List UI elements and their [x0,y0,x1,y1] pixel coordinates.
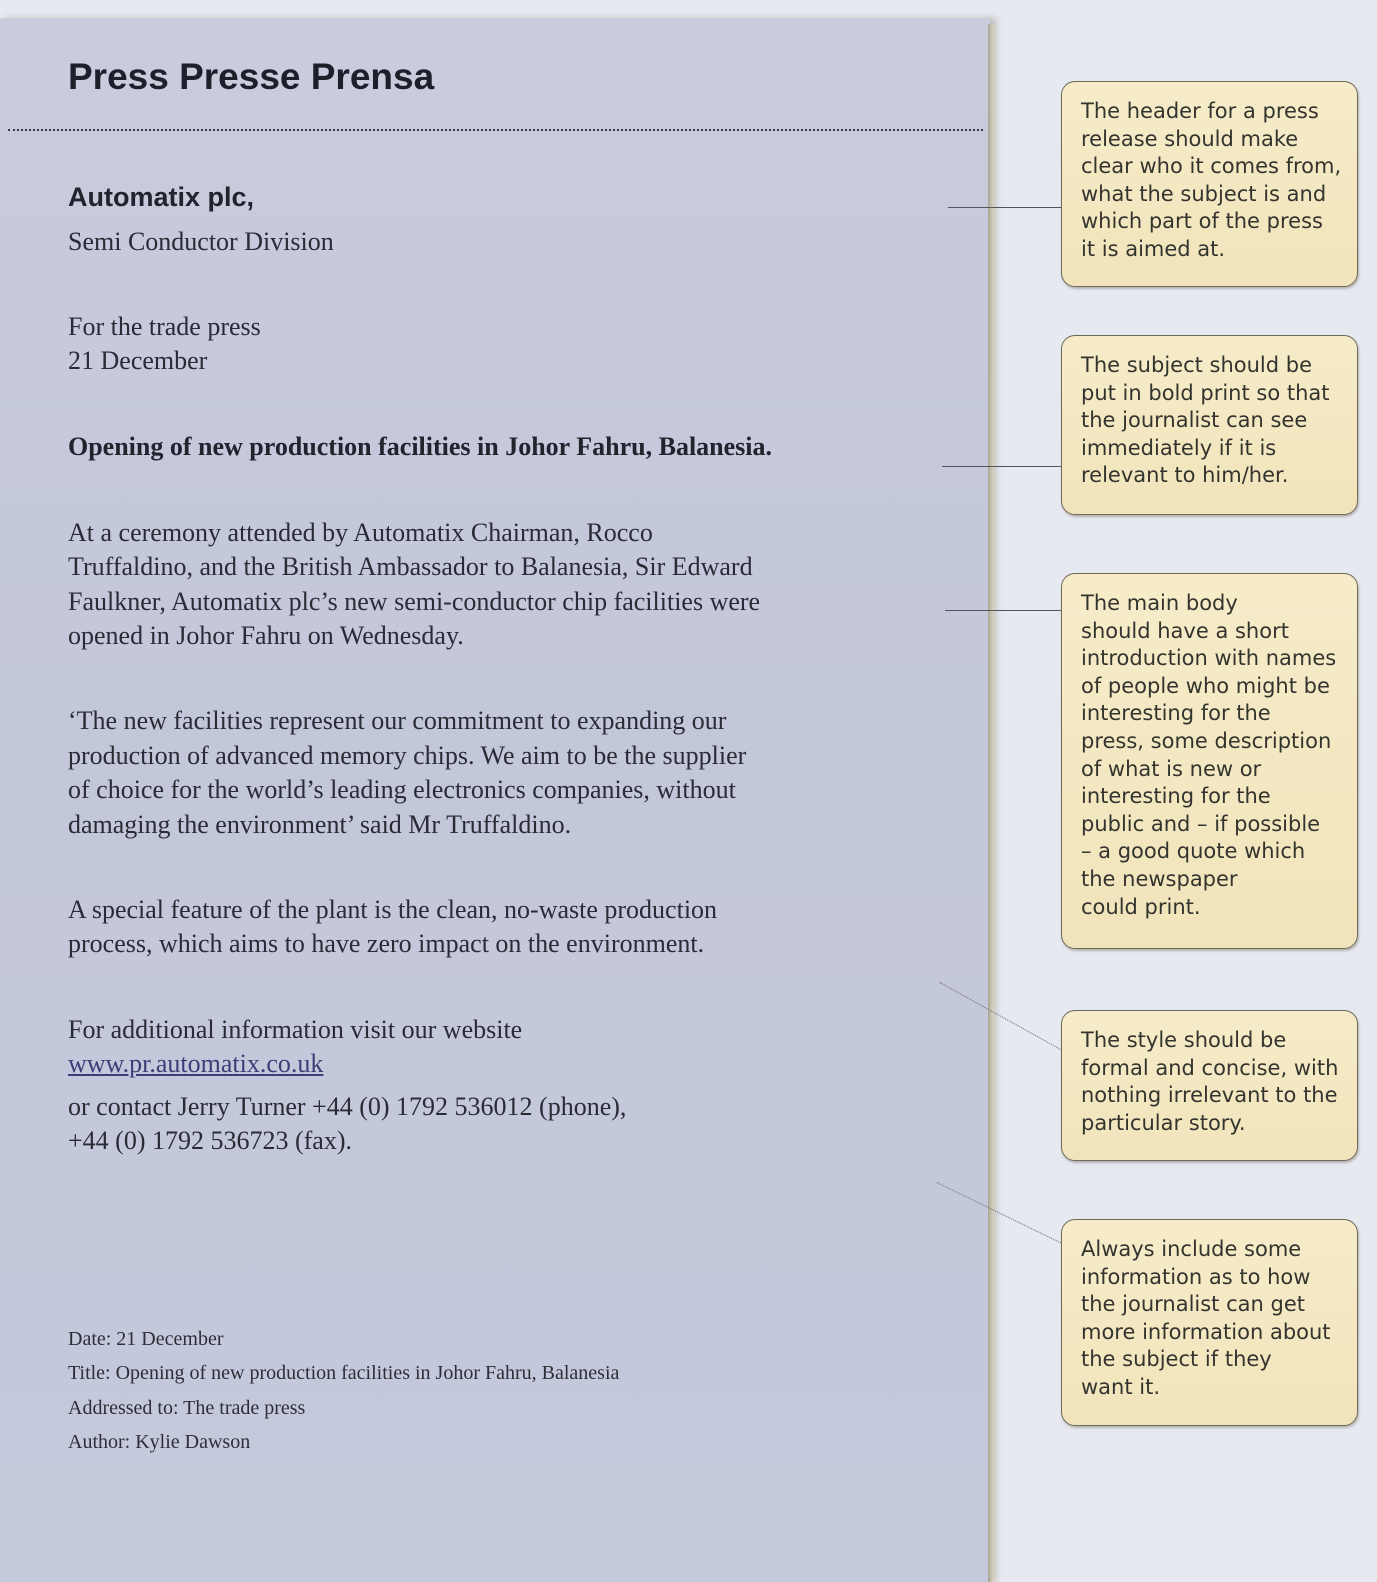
note-line: of people who might be [1081,673,1330,698]
release-date: 21 December [68,346,208,375]
contact-phone: or contact Jerry Turner +44 (0) 1792 536012 (phone), [68,1092,627,1121]
dotted-divider [8,129,983,131]
note-line: clear who it comes from, [1081,154,1342,179]
page-edge-shadow [988,24,996,1582]
release-headline: Opening of new production facilities in Johor Fahru, Balanesia. [68,432,773,461]
meta-addressed: Addressed to: The trade press [68,1397,306,1419]
note-line: the subject if they [1081,1347,1272,1372]
annotation-header [1061,81,1358,287]
annotation-subject [1061,335,1358,515]
website-link[interactable]: www.pr.automatix.co.uk [68,1049,324,1078]
note-line: The subject should be [1081,353,1313,377]
note-line: could print. [1081,894,1201,919]
note-line: relevant to him/her. [1081,463,1289,488]
paragraph-line: opened in Johor Fahru on Wednesday. [68,621,464,650]
company-name: Automatix plc, [68,182,255,212]
note-line: what the subject is and [1081,181,1327,206]
note-line: immediately if it is [1081,435,1277,460]
paragraph-line: At a ceremony attended by Automatix Chairman, Rocco [68,518,653,547]
note-line: interesting for the [1081,701,1271,726]
note-line: – a good quote which [1081,839,1306,864]
note-line: introduction with names [1081,646,1337,671]
leader-line-header [948,207,1062,208]
note-line: The header for a press [1081,99,1319,123]
note-line: formal and concise, with [1081,1055,1339,1080]
note-line: The style should be [1081,1028,1287,1052]
paragraph-line: A special feature of the plant is the clean, no-waste production [68,895,718,924]
masthead-title: Press Presse Prensa [68,56,435,97]
audience-line: For the trade press [68,312,261,341]
annotation-style [1061,1010,1358,1161]
note-line: information as to how [1081,1264,1311,1289]
note-line: the journalist can see [1081,408,1308,433]
note-line: want it. [1081,1374,1161,1399]
note-line: the journalist can get [1081,1292,1305,1317]
note-line: the newspaper [1081,866,1238,891]
contact-intro: For additional information visit our website [68,1015,523,1044]
note-line: interesting for the [1081,784,1271,809]
meta-author: Author: Kylie Dawson [68,1431,251,1453]
website-line [68,1047,948,1082]
meta-title: Title: Opening of new production facilities in Johor Fahru, Balanesia [68,1362,620,1384]
note-line: Always include some [1081,1237,1302,1261]
contact-fax: +44 (0) 1792 536723 (fax). [68,1126,352,1155]
paragraph-line: Truffaldino, and the British Ambassador to Balanesia, Sir Edward [68,552,753,581]
note-line: particular story. [1081,1110,1246,1135]
note-line: public and – if possible [1081,811,1321,836]
note-line: release should make [1081,126,1299,151]
note-line: it is aimed at. [1081,236,1226,261]
paragraph-line: of choice for the world’s leading electronics companies, without [68,775,736,804]
note-line: more information about [1081,1319,1331,1344]
note-line: nothing irrelevant to the [1081,1083,1338,1108]
annotation-contact-info [1061,1219,1358,1426]
paragraph-line: production of advanced memory chips. We aim to be the supplier [68,741,747,770]
leader-line-subject [942,466,1062,467]
note-line: should have a short [1081,618,1289,643]
annotation-main-body [1061,573,1358,949]
division-name: Semi Conductor Division [68,227,334,256]
note-line: put in bold print so that [1081,380,1330,405]
meta-date: Date: 21 December [68,1328,224,1350]
note-line: The main body [1081,591,1238,615]
note-line: press, some description [1081,728,1332,753]
note-line: which part of the press [1081,209,1323,234]
paragraph-line: damaging the environment’ said Mr Truffaldino. [68,810,572,839]
paragraph-line: process, which aims to have zero impact on the environment. [68,929,705,958]
paragraph-line: Faulkner, Automatix plc’s new semi-conductor chip facilities were [68,587,761,616]
leader-line-body [945,610,1062,611]
note-line: of what is new or [1081,756,1262,781]
paragraph-line: ‘The new facilities represent our commitment to expanding our [68,706,727,735]
